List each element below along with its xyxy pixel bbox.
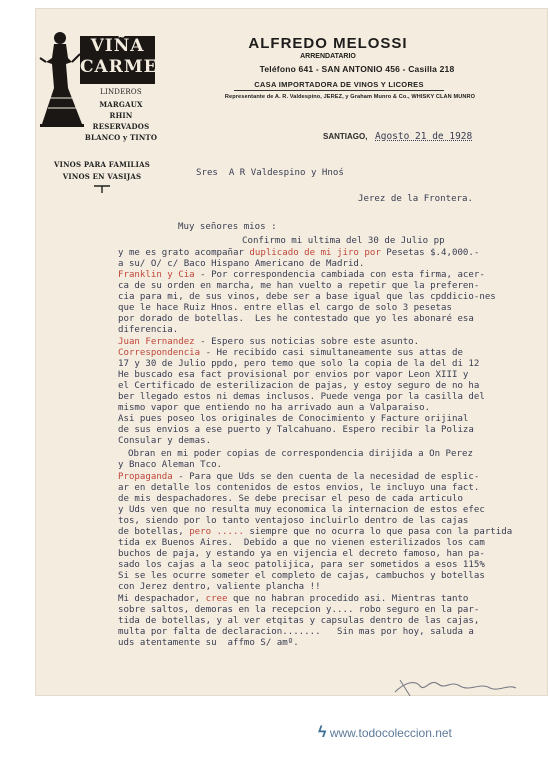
body-line: Correspondencia - He recibido casi simultaneamente sus attas de — [118, 348, 463, 358]
body-line: multa por falta de declaracion....... Sin mas por hoy, saluda a — [118, 627, 474, 637]
recipient-line-1: Sres A R Valdespino y Hnoś — [196, 168, 344, 178]
sender-contact: Teléfono 641 - SAN ANTONIO 456 - Casilla 218 — [259, 64, 455, 74]
body-line: tida ex Buenos Aires. Debido a que no vienen esterilizados los cam — [118, 538, 485, 548]
side-vasijas: VINOS EN VASIJAS — [62, 172, 142, 181]
body-line: Consular y demas. — [118, 436, 212, 446]
body-line: buchos de paja, y estando ya en vijencia el decreto famoso, han pa- — [118, 549, 485, 559]
highlighted-text: Juan Fernandez — [118, 337, 195, 347]
representative-line: Representante de A. R. Valdespino, JEREZ, y Graham Munro & Co., WHISKY CLAN MUNRO — [224, 94, 476, 100]
body-line: sado los cajas a la seoc patolijica, para ser sometidos a esos 115% — [118, 560, 485, 570]
body-line: He buscado esa fact provisional por envios por vapor Leon XIII y — [118, 370, 469, 380]
body-line: 17 y 30 de Julio ppdo, pero temo que solo la copia de la del di 12 — [118, 359, 480, 369]
watermark-logo-icon: ϟ — [318, 724, 327, 741]
body-line: Juan Fernandez - Espero sus noticias sobre este asunto. — [118, 337, 420, 347]
date-place: SANTIAGO, — [323, 132, 368, 141]
body-line: ca de su orden en marcha, me han vuelto a repetir que la preferen- — [118, 281, 480, 291]
body-line: Si se les ocurre someter el completo de cajas, cambuchos y botellas — [118, 571, 485, 581]
body-line: ar en detalle los contenidos de estos envios, le incluyo una fact. — [118, 483, 480, 493]
body-line: diferencia. — [118, 325, 179, 335]
body-line: cia para mi, de sus vinos, debe ser a base igual que las cpddicio-nes — [118, 292, 496, 302]
watermark — [318, 724, 452, 742]
body-line: y Uds ven que no resulta muy economica la internacion de estos efec — [118, 505, 485, 515]
body-line: con Jerez dentro, valiente plancha !! — [118, 582, 321, 592]
highlighted-text: Propaganda — [118, 472, 173, 482]
body-line: Muy señores mios : — [178, 222, 277, 232]
body-line: Mi despachador, cree que no habran procedido asi. Mientras tanto — [118, 594, 469, 604]
body-line: de sus envios a ese puerto y Talcahuano. Espero recibir la Poliza — [118, 425, 474, 435]
side-rhin: RHIN — [109, 111, 133, 120]
body-line: Propaganda - Para que Uds se den cuenta de la necesidad de esplic- — [118, 472, 480, 482]
body-line: que le hace Ruiz Hnos. entre ellas el cargo de solo 3 pesetas — [118, 303, 452, 313]
brand-line-2: CARMEN — [80, 57, 175, 77]
body-line: por dorado de botellas. Les he contestado que yo les abonaré esa — [118, 314, 474, 324]
sender-title: ARRENDATARIO — [300, 53, 356, 60]
body-line: y me es grato acompañar duplicado de mi jiro por Pesetas $.4,000.- — [118, 248, 480, 258]
body-line: mismo vapor que entiendo no ha arrivado aun a Valparaiso. — [118, 403, 431, 413]
body-line: tida de botellas, y al ver etqitas y capsulas dentro de las cajas, — [118, 616, 480, 626]
sender-name: ALFREDO MELOSSI — [248, 35, 408, 52]
body-line: sobre saltos, demoras en la recepcion y.... robo seguro en la par- — [118, 605, 480, 615]
body-line: el Certificado de esterilizacion de pajas, y estoy seguro de no ha — [118, 381, 480, 391]
highlighted-text: Franklin y Cia — [118, 270, 195, 280]
ornament-icon — [94, 184, 110, 194]
highlighted-text: duplicado de mi jiro por — [249, 248, 381, 258]
body-line: tos, siendo por lo tanto ventajoso incluirlo dentro de las cajas — [118, 516, 469, 526]
body-line: de botellas, pero ..... siempre que no ocurra lo que pasa con la partida — [118, 527, 513, 537]
side-blanco-tinto: BLANCO y TINTO — [84, 133, 158, 142]
recipient-line-2: Jerez de la Frontera. — [358, 194, 473, 204]
body-line: Franklin y Cia - Por correspondencia cambiada con esta firma, acer- — [118, 270, 485, 280]
side-margaux: MARGAUX — [99, 100, 143, 109]
side-linderos: LINDEROS — [100, 88, 142, 96]
date-value: Agosto 21 de 1928 — [375, 131, 473, 142]
body-line: Confirmo mi ultima del 30 de Julio pp — [242, 236, 445, 246]
body-line: uds atentamente su affmo S/ amº. — [118, 638, 299, 648]
body-line: Obran en mi poder copias de correspondencia dirijida a On Perez — [128, 449, 473, 459]
highlighted-text: pero ..... — [189, 527, 244, 537]
highlighted-text: cree — [205, 594, 228, 604]
body-line: ber llegado estos ni demas inclusos. Puede venga por la casilla del — [118, 392, 485, 402]
highlighted-text: Correspondencia — [118, 348, 201, 358]
company-line: CASA IMPORTADORA DE VINOS Y LICORES — [234, 80, 444, 91]
body-line: Asi pues poseo los originales de Conocimiento y Facture orijinal — [118, 414, 469, 424]
body-line: de mis despachadores. Se debe precisar el peso de cada articulo — [118, 494, 463, 504]
side-reservados: RESERVADOS — [92, 122, 150, 131]
body-line: a su/ O/ c/ Baco Hispano Americano de Madrid. — [118, 259, 365, 269]
watermark-text: www.todocoleccion.net — [329, 726, 452, 740]
signature-icon — [390, 672, 520, 702]
brand-line-1: VIÑA — [90, 36, 145, 56]
brand-logo — [80, 36, 175, 84]
body-line: y Bnaco Aleman Tco. — [118, 460, 223, 470]
side-familias: VINOS PARA FAMILIAS — [53, 160, 151, 169]
